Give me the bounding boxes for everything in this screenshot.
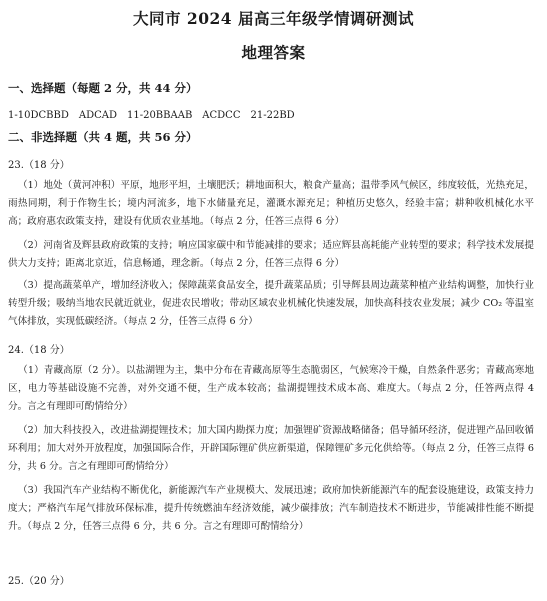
choice-answers: 1-10DCBBD ADCAD 11-20BBAAB ACDCC 21-22BD	[8, 110, 295, 121]
q23-answer-1-text: （1）地处（黄河冲积）平原，地形平坦，土壤肥沃；耕地面积大，粮食产量高；温带季风气候区，纬度较低，光热充足，雨热同期，利于作物生长；境内河流多，地下水储量充足，灌溉水源充足；种植历史悠久，经验丰富；耕种收机械化水平高；政府惠农政策支持，建设有优质农业基地。（每点 2 分，任答三点得 6 分）	[8, 180, 534, 227]
question-23-label: 23.（18 分）	[8, 160, 70, 171]
document-title: 大同市 2024 届高三年级学情调研测试	[133, 9, 414, 28]
q24-answer-3	[8, 482, 534, 536]
q23-answer-2-text: （2）河南省及辉县政府政策的支持；响应国家碳中和节能减排的要求；适应辉县高耗能产业转型的要求；科学技术发展提供大力支持；距离北京近，信息畅通，理念新。（每点 2 分，任答三点得 6 分）	[8, 240, 534, 269]
document-subtitle: 地理答案	[241, 43, 306, 62]
q23-answer-3	[8, 277, 534, 331]
q23-answer-1	[8, 177, 534, 231]
q24-answer-2-text: （2）加大科技投入，改进盐湖提锂技术；加大国内勘探力度；加强锂矿资源战略储备；倡导循环经济，促进锂产品回收循环利用；加大对外开放程度，加强国际合作，开辟国际锂矿供应新渠道，保障锂矿多元化供给等。（每点 2 分，任答三点得 6 分，共 6 分。言之有理即可酌情给分）	[8, 425, 534, 472]
q24-answer-1	[8, 362, 534, 416]
question-24-label: 24.（18 分）	[8, 345, 70, 356]
q24-answer-3-text: （3）我国汽车产业结构不断优化，新能源汽车产业规模大、发展迅速；政府加快新能源汽车的配套设施建设，政策支持力度大；严格汽车尾气排放环保标准，提升传统燃油车经济效能，减少碳排放；汽车制造技术不断进步，节能减排性能不断提升。（每点 2 分，任答三点得 6 分，共 6 分。言之有理即可酌情给分）	[8, 485, 534, 532]
section-heading-nonchoice: 二、非选择题（共 4 题，共 56 分）	[8, 130, 198, 144]
section-heading-choice: 一、选择题（每题 2 分，共 44 分）	[8, 81, 198, 95]
question-25-label: 25.（20 分）	[8, 576, 70, 587]
q24-answer-1-text: （1）青藏高原（2 分）。以盐湖锂为主，集中分布在青藏高原等生态脆弱区，气候寒冷干燥，自然条件恶劣；青藏高寒地区，电力等基础设施不完善，对外交通不便，生产成本较高；盐湖提锂技术成本高、难度大。（每点 2 分，任答两点得 4 分。言之有理即可酌情给分）	[8, 365, 534, 412]
q24-answer-2	[8, 422, 534, 476]
q23-answer-2	[8, 237, 534, 273]
q23-answer-3-text: （3）提高蔬菜单产，增加经济收入；保障蔬菜食品安全，提升蔬菜品质；引导辉县周边蔬菜种植产业结构调整，加快行业转型升级；吸纳当地农民就近就业，促进农民增收；带动区域农业机械化快速发展，加快高科技农业发展；减少 CO₂ 等温室气体排放，实现低碳经济。（每点 2 分，任答三点得 6 分）	[8, 280, 534, 327]
